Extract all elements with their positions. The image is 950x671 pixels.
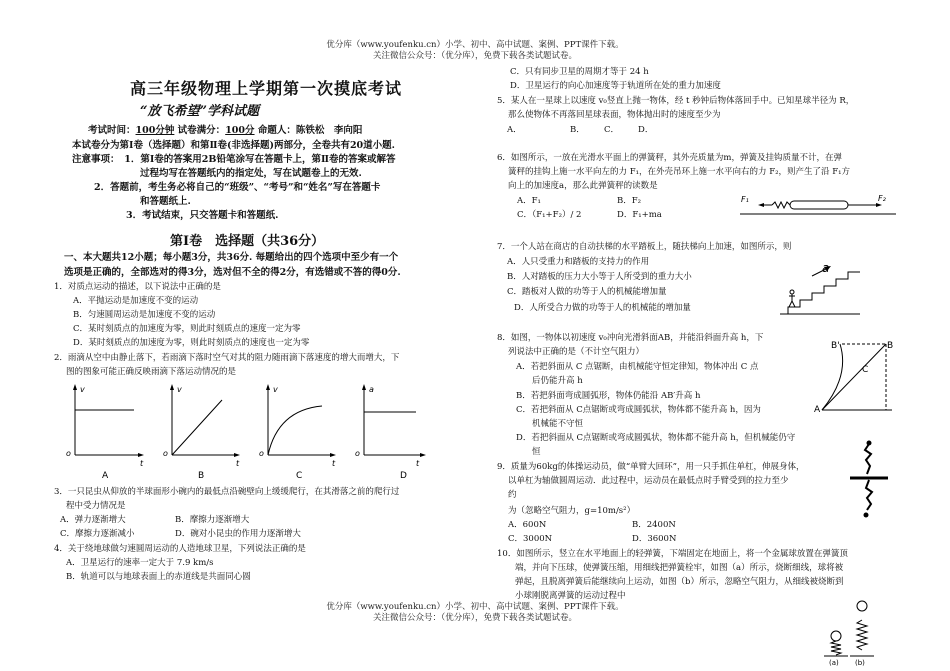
graph-c bbox=[259, 384, 336, 481]
q8-option: 机械能不守恒 bbox=[532, 419, 584, 429]
graph-b-origin: o bbox=[163, 449, 168, 458]
graph-c-curve bbox=[268, 406, 322, 455]
q5-stem: 那么使物体不再落回星球表面，物体抛出时的速度至少为 bbox=[508, 110, 721, 120]
q6-stem: 6．如图所示，一放在光滑水平面上的弹簧秤，其外壳质量为m，弹簧及挂钩质量不计，在弹 bbox=[497, 153, 842, 163]
graph-b-curve bbox=[172, 400, 222, 455]
q7-option: C．踏板对人做的功等于人的机械能增加量 bbox=[507, 287, 667, 297]
page-header bbox=[0, 40, 950, 62]
q5-option-a: A． bbox=[507, 125, 522, 135]
q2-stem: 2．雨滴从空中由静止落下，若雨滴下落时空气对其的阻力随雨滴下落速度的增大而增大，下 bbox=[54, 353, 400, 363]
q7-option: D．人所受合力做的功等于人的机械能的增加量 bbox=[514, 303, 691, 313]
notice-line: 注意事项： 1．第Ⅰ卷的答案用2B铅笔涂写在答题卡上，第Ⅱ卷的答案或解答 bbox=[72, 154, 396, 165]
q8-label-b-prime: B' bbox=[831, 341, 840, 351]
q8-label-c: C bbox=[862, 365, 869, 375]
q9-gymnast-figure bbox=[848, 440, 890, 520]
q7-escalator-figure bbox=[778, 258, 878, 318]
exam-subtitle: “放飞希望”学科试题 bbox=[140, 104, 259, 119]
q10-label-b: (b) bbox=[855, 659, 865, 667]
q7-stem: 7．一个人站在商店的自动扶梯的水平踏板上，随扶梯向上加速，如图所示，则 bbox=[497, 242, 792, 252]
q7-option: A．人只受重力和踏板的支持力的作用 bbox=[507, 257, 650, 267]
q10-stem: 弹起，且脱离弹簧后能继续向上运动，如图（b）所示，忽略空气阻力，从细线被烧断到 bbox=[515, 577, 844, 587]
q2-graphs bbox=[60, 380, 430, 482]
graph-a-label: A bbox=[102, 471, 109, 481]
q5-option-c: C． bbox=[604, 125, 620, 135]
q3-stem: 程中受力情况是 bbox=[66, 501, 126, 511]
q6-option: D．F₁+ma bbox=[617, 210, 662, 220]
q3-option: C．摩擦力逐渐减小 bbox=[60, 529, 135, 539]
footer-line-2: 关注微信公众号：（优分库），免费下载各类试题试卷。 bbox=[372, 613, 577, 623]
graph-a-ylabel: v bbox=[80, 385, 85, 394]
graph-d-ylabel: a bbox=[369, 385, 374, 394]
graph-d-label: D bbox=[400, 471, 407, 481]
q1-option: B．匀速圆周运动是加速度不变的运动 bbox=[73, 310, 216, 320]
q6-stem: 簧秤的挂钩上施一水平向左的力 F₁，在外壳吊环上施一水平向右的力 F₂，则产生了沿 F₁方 bbox=[508, 167, 851, 177]
graph-c-label: C bbox=[296, 471, 303, 481]
q10-stem: 10．如图所示，竖立在水平地面上的轻弹簧，下端固定在地面上，将一个金属球放置在弹簧顶 bbox=[497, 549, 848, 559]
q6-option: A．F₁ bbox=[517, 196, 541, 206]
section-instructions: 一、本大题共12小题；每小题3分，共36分. 每题给出的四个选项中至少有一个 bbox=[64, 252, 399, 263]
q8-option: 恒 bbox=[532, 447, 541, 457]
q6-option: B．F₂ bbox=[617, 196, 642, 206]
notice-line: 3．考试结束，只交答题卡和答题纸. bbox=[126, 210, 279, 221]
graph-d-xlabel: t bbox=[416, 459, 420, 468]
q6-f2-label: F₂ bbox=[878, 194, 886, 203]
q3-option: D．碗对小昆虫的作用力逐渐增大 bbox=[175, 529, 301, 539]
exam-intro: 本试卷分为第Ⅰ卷（选择题）和第Ⅱ卷(非选择题)两部分，全卷共有20道小题. bbox=[72, 140, 395, 151]
q9-stem: 为（忽略空气阻力，g=10m/s²） bbox=[508, 506, 636, 516]
section-title: 第Ⅰ卷 选择题（共36分） bbox=[170, 234, 325, 249]
q9-option: D．3600N bbox=[632, 534, 677, 544]
graph-d-origin: o bbox=[355, 449, 360, 458]
q8-stem: 列说法中正确的是（不计空气阻力） bbox=[508, 347, 645, 357]
exam-title: 高三年级物理上学期第一次摸底考试 bbox=[130, 79, 403, 98]
q6-option: C．（F₁+F₂）/ 2 bbox=[517, 210, 582, 220]
q1-option: C．某时刻质点的加速度为零，则此时刻质点的速度一定为零 bbox=[73, 324, 301, 334]
graph-c-xlabel: t bbox=[332, 459, 336, 468]
graph-b bbox=[163, 384, 240, 481]
q1-option: D．某时刻质点的加速度为零，则此时刻质点的速度也一定为零 bbox=[73, 338, 310, 348]
header-line-1: 优分库（www.youfenku.cn）小学、初中、高中试题、案例、PPT课件下载。 bbox=[326, 40, 624, 50]
score-value: 100分 bbox=[225, 125, 255, 136]
q4-option: A．卫星运行的速率一定大于 7.9 km/s bbox=[66, 558, 214, 568]
notice-line: 过程均写在答题纸内的指定处，写在试题卷上的无效. bbox=[140, 168, 362, 179]
q7-option: B．人对踏板的压力大小等于人所受到的重力大小 bbox=[507, 272, 692, 282]
q9-stem: 以单杠为轴做圆周运动．此过程中，运动员在最低点时手臂受到的拉力至少 bbox=[508, 476, 789, 486]
graph-c-origin: o bbox=[259, 449, 264, 458]
q9-stem: 9．质量为60kg的体操运动员，做“单臂大回环”，用一只手抓住单杠，伸展身体， bbox=[497, 462, 805, 472]
q5-option-d: D． bbox=[638, 125, 654, 135]
q10-spring-figure bbox=[820, 596, 880, 667]
q8-stem: 8．如图，一物体以初速度 v₀冲向光滑斜面AB，并能沿斜面升高 h，下 bbox=[497, 333, 764, 343]
footer-line-1: 优分库（www.youfenku.cn）小学、初中、高中试题、案例、PPT课件下载。 bbox=[326, 602, 624, 612]
q5-stem: 5．某人在一星球上以速度 v₀竖直上抛一物体，经 t 秒钟后物体落回手中。已知星球半径为 R， bbox=[497, 96, 855, 106]
q4-option: D．卫星运行的向心加速度等于轨道所在处的重力加速度 bbox=[510, 81, 721, 91]
notice-line: 和答题纸上. bbox=[140, 196, 191, 207]
q9-option: B．2400N bbox=[632, 520, 676, 530]
q9-option: C．3000N bbox=[508, 534, 553, 544]
page-footer bbox=[0, 602, 950, 624]
header-line-2: 关注微信公众号：（优分库），免费下载各类试题试卷。 bbox=[372, 51, 577, 61]
q8-incline-figure bbox=[810, 336, 900, 418]
q3-option: B．摩擦力逐渐增大 bbox=[175, 515, 250, 525]
exam-meta bbox=[88, 124, 362, 138]
time-label: 考试时间： bbox=[88, 125, 136, 136]
q2-stem: 图的图象可能正确反映雨滴下落运动情况的是 bbox=[66, 367, 237, 377]
q4-option: B．轨道可以与地球表面上的赤道线是共面同心圆 bbox=[66, 572, 251, 582]
q8-label-b: B bbox=[887, 341, 894, 351]
q5-option-b: B． bbox=[570, 125, 585, 135]
q8-option: A．若把斜面从 C 点锯断，由机械能守恒定律知，物体冲出 C 点 bbox=[516, 362, 759, 372]
graph-b-label: B bbox=[198, 471, 205, 481]
q1-stem: 1．对质点运动的描述，以下说法中正确的是 bbox=[54, 282, 221, 292]
q10-stem: 端，并向下压球，使弹簧压缩，用细线把弹簧栓牢，如图（a）所示，烧断细线，球将被 bbox=[515, 563, 844, 573]
q4-stem: 4．关于绕地球做匀速圆周运动的人造地球卫星，下列说法正确的是 bbox=[54, 544, 306, 554]
graph-a bbox=[66, 384, 144, 481]
q9-option: A．600N bbox=[508, 520, 547, 530]
section-instructions: 选项是正确的，全部选对的得3分，选对但不全的得2分，有选错或不答的得0分. bbox=[64, 267, 401, 278]
score-label: 试卷满分： bbox=[177, 125, 226, 136]
graph-a-origin: o bbox=[66, 449, 71, 458]
graph-d bbox=[355, 384, 426, 481]
time-value: 100分钟 bbox=[135, 125, 175, 136]
graph-b-xlabel: t bbox=[236, 459, 240, 468]
graph-b-ylabel: v bbox=[177, 385, 182, 394]
notice-line: 2．答题前，考生务必将自己的“班级”、“考号”和“姓名”写在答题卡 bbox=[94, 182, 381, 193]
graph-c-ylabel: v bbox=[273, 385, 278, 394]
q6-stem: 向上的加速度a，那么此弹簧秤的读数是 bbox=[508, 181, 658, 191]
q9-stem: 约 bbox=[508, 490, 517, 500]
q8-option: 后仍能升高 h bbox=[532, 376, 583, 386]
q1-option: A．平抛运动是加速度不变的运动 bbox=[73, 296, 199, 306]
q3-stem: 3．一只昆虫从仰放的半球面形小碗内的最低点沿碗壁向上缓缓爬行，在其滑落之前的爬行过 bbox=[54, 487, 400, 497]
q7-acceleration-label: a bbox=[822, 261, 830, 275]
q4-option: C．只有同步卫星的周期才等于 24 h bbox=[510, 67, 649, 77]
exam-author: 命题人：陈铁松 李向阳 bbox=[257, 125, 363, 136]
q10-label-a: (a) bbox=[829, 659, 839, 667]
q8-label-a: A bbox=[814, 405, 821, 415]
q10-stem: 小球刚脱离弹簧的运动过程中 bbox=[515, 591, 626, 601]
q6-f1-label: F₁ bbox=[741, 195, 749, 204]
q8-option: B．若把斜面弯成圆弧形，物体仍能沿 AB′升高 h bbox=[516, 391, 701, 401]
graph-a-xlabel: t bbox=[140, 459, 144, 468]
q8-option: C．若把斜面从 C点锯断或弯成圆弧状，物体都不能升高 h，因为 bbox=[516, 405, 761, 415]
q3-option: A．弹力逐渐增大 bbox=[60, 515, 126, 525]
q8-option: D．若把斜面从 C点锯断或弯成圆弧状，物体都不能升高 h，但机械能仍守 bbox=[516, 433, 796, 443]
q6-spring-scale-figure bbox=[738, 192, 898, 218]
